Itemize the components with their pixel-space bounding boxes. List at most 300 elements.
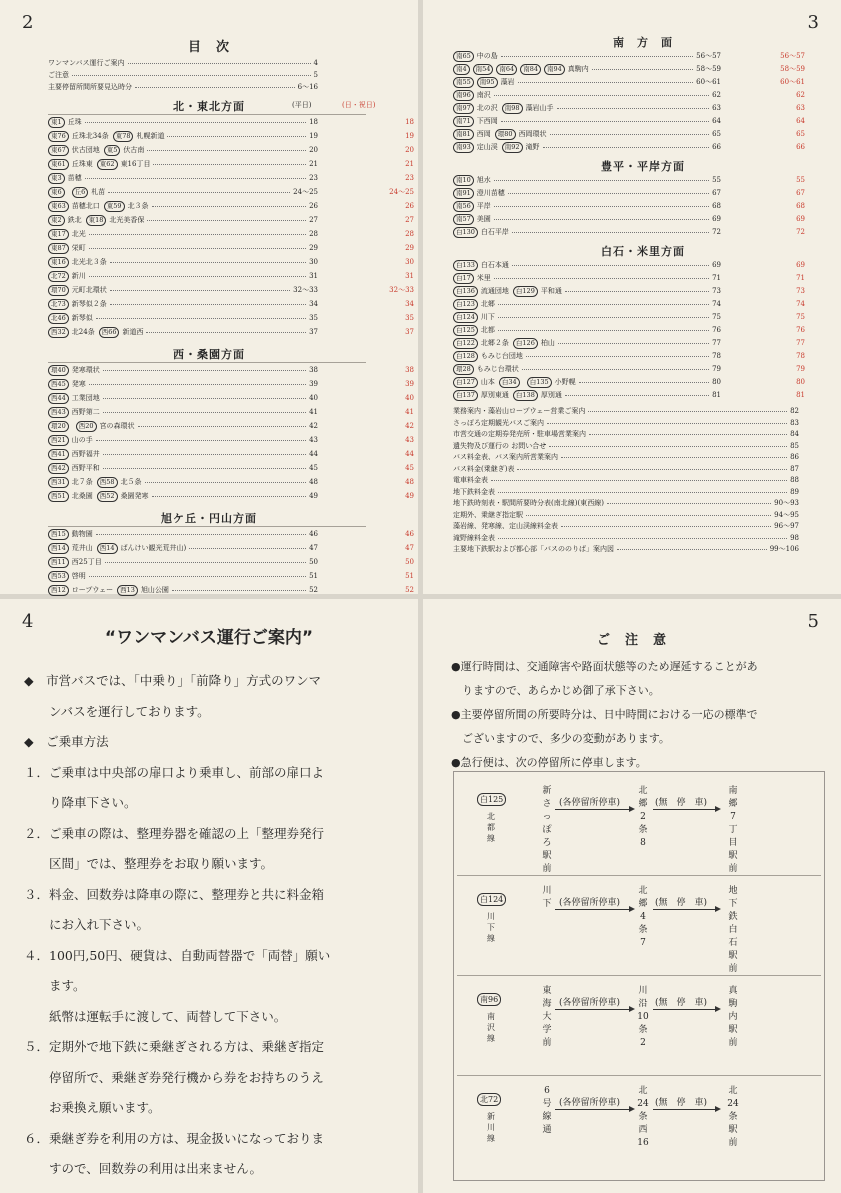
- arrow-line: [653, 909, 717, 910]
- toc-entry-label: 主要停留所間所要見込時分: [48, 83, 132, 91]
- leader-dots: [512, 265, 709, 266]
- route-row: [48, 158, 414, 170]
- leader-dots: [105, 562, 306, 563]
- route-code: 白138: [513, 390, 538, 401]
- page-holiday: 77: [796, 339, 805, 347]
- route-code: 東78: [113, 131, 134, 142]
- route-name: 流通団地: [480, 287, 509, 295]
- page-weekday: 51: [309, 572, 318, 580]
- leader-dots: [494, 206, 709, 207]
- toc-entry-label: 藻岩線、発寒線、定山渓線料金表: [453, 522, 558, 530]
- page-holiday: 42: [405, 422, 414, 430]
- leader-dots: [494, 180, 709, 181]
- leader-dots: [526, 356, 709, 357]
- route-name: 北光北３条: [71, 258, 107, 266]
- toc-entry: [453, 521, 799, 532]
- route-code: 南64: [496, 64, 517, 75]
- route-code: 西51: [48, 491, 69, 502]
- text-line: すので、回数券の利用は出来ません。: [24, 1161, 263, 1176]
- route-code: 白17: [453, 273, 474, 284]
- toc-entry-label: 市営交通の定期券発売所・駐車場営業案内: [453, 430, 586, 438]
- toc-entry-page: 86: [790, 453, 799, 461]
- route-code: 西52: [97, 491, 118, 502]
- page-weekday: 60～61: [696, 78, 721, 86]
- route-name: 新琴似: [71, 314, 93, 322]
- toc-entry-page: 82: [790, 407, 799, 415]
- page-holiday: 49: [405, 492, 414, 500]
- leader-dots: [103, 370, 306, 371]
- route-code: 白125: [453, 325, 478, 336]
- route-row: [48, 326, 414, 338]
- route-row: [48, 214, 414, 226]
- page-holiday: 81: [796, 391, 805, 399]
- toc-entry-label: 定期外、乗継ぎ指定駅: [453, 510, 523, 519]
- toc-entry-label: 主要地下鉄駅および都心部「バスののりば」案内図: [453, 545, 614, 553]
- start-stop: 川下: [542, 886, 552, 909]
- leader-dots: [138, 426, 307, 427]
- arrow-head: [629, 906, 635, 912]
- route-row: [48, 378, 414, 390]
- route-code: 南57: [453, 214, 474, 225]
- route-code: 東2: [48, 215, 65, 226]
- toc-entry-page: 83: [790, 418, 799, 427]
- toc-entry-page: 4: [313, 59, 318, 67]
- leader-dots: [498, 492, 787, 493]
- route-name: 西野福井: [71, 450, 100, 458]
- page-weekday: 67: [712, 189, 721, 197]
- holiday-label: (日・祝日): [342, 101, 376, 109]
- route-code: 南84: [520, 64, 541, 75]
- line-name: 新川線: [487, 1112, 495, 1143]
- page-weekday: 52: [309, 586, 318, 594]
- toc-entry-label: 滝野線料金表: [453, 533, 495, 542]
- leader-dots: [557, 108, 710, 109]
- end-stop: 地下鉄白石駅前: [728, 886, 738, 974]
- page-holiday: 69: [796, 215, 805, 223]
- page-weekday: 48: [309, 478, 318, 486]
- text-line: 紙幣は運転手に渡して、両替して下さい。: [24, 1008, 287, 1024]
- page-title: “ワンマンバス運行ご案内”: [104, 628, 314, 648]
- route-row: [453, 63, 805, 75]
- page-weekday: 69: [712, 261, 721, 269]
- route-code: 北46: [48, 313, 69, 324]
- leader-dots: [549, 446, 787, 447]
- page-holiday: 41: [405, 408, 414, 416]
- route-name: 鉄北: [67, 216, 82, 224]
- toc-entry-label: さっぽろ定期観光バスご案内: [453, 418, 544, 427]
- route-name: 真駒内: [567, 65, 589, 73]
- leader-dots: [89, 276, 306, 277]
- route-code: 南96: [477, 993, 501, 1006]
- route-code: 東62: [97, 159, 118, 170]
- toc-entry-label: バス料金表、バス案内所営業案内: [453, 453, 558, 461]
- route-code: 南97: [453, 103, 474, 114]
- toc-entry: [48, 70, 318, 81]
- leader-dots: [491, 480, 787, 481]
- route-name: 米里: [476, 274, 491, 282]
- toc-entry-page: 84: [790, 430, 799, 438]
- leader-dots: [522, 369, 709, 370]
- leader-dots: [89, 248, 306, 249]
- route-code: 南92: [502, 142, 523, 153]
- page-weekday: 34: [309, 300, 318, 308]
- toc-entry-label: 遺失物及び運行の お問い合せ: [453, 441, 547, 450]
- page-weekday: 80: [712, 378, 721, 386]
- leader-dots: [547, 423, 787, 424]
- route-row: [453, 350, 805, 362]
- start-stop: 6号線通: [542, 1086, 552, 1135]
- route-name: 川下: [480, 313, 495, 321]
- page-weekday: 30: [309, 258, 318, 266]
- route-row: [48, 528, 414, 540]
- toc-entry-label: バス料金(乗継ぎ)表: [453, 464, 515, 473]
- leader-dots: [147, 220, 306, 221]
- text-line: り降車下さい。: [24, 795, 137, 810]
- section-title: 旭ケ丘・円山方面: [161, 512, 257, 525]
- leader-dots: [494, 95, 709, 96]
- route-code: 環80: [495, 129, 516, 140]
- text-line: にお入れ下さい。: [24, 917, 150, 932]
- route-code: 西32: [48, 327, 69, 338]
- route-row: [48, 476, 414, 488]
- page-holiday: 28: [405, 230, 414, 238]
- route-name: 北の沢: [476, 104, 498, 112]
- route-name: 伏古南: [123, 146, 145, 154]
- page-4: [0, 599, 418, 1193]
- page-holiday: 47: [405, 544, 414, 552]
- arrow-line: [653, 1009, 717, 1010]
- route-name: 厚別東通: [480, 391, 509, 399]
- arrow-line: [555, 1109, 631, 1110]
- route-name: 白石本通: [480, 261, 509, 269]
- route-row: [453, 311, 805, 323]
- route-name: 札幌新道: [136, 132, 165, 140]
- page-holiday: 76: [796, 326, 805, 334]
- route-name: 新川: [71, 272, 86, 280]
- route-code: 北72: [477, 1093, 501, 1106]
- route-name: 小野幌: [554, 378, 576, 386]
- row-divider: [457, 1075, 821, 1076]
- route-row: [453, 115, 805, 127]
- route-row: [48, 542, 414, 554]
- page-weekday: 78: [712, 352, 721, 360]
- text-line: ございますので、多少の変動があります。: [451, 732, 670, 745]
- route-row: [48, 186, 414, 198]
- route-code: 西43: [48, 407, 69, 418]
- route-row: [453, 259, 805, 271]
- nonstop-label: (無 停 車): [655, 798, 708, 808]
- page-holiday: 40: [405, 394, 414, 402]
- leader-dots: [498, 330, 709, 331]
- route-row: [453, 285, 805, 297]
- text-line: ◆ 市営バスでは、「中乗り」「前降り」方式のワンマ: [24, 673, 322, 688]
- route-name: 西25丁目: [71, 558, 102, 566]
- row-divider: [48, 526, 366, 527]
- route-code: 西14: [97, 543, 118, 554]
- route-name: 厚別通: [540, 391, 562, 399]
- leader-dots: [550, 134, 710, 135]
- leader-dots: [110, 262, 306, 263]
- page-weekday: 64: [712, 117, 721, 125]
- leader-dots: [565, 395, 709, 396]
- route-name: 藻岩山手: [525, 104, 554, 112]
- route-code: 西53: [48, 571, 69, 582]
- leader-dots: [103, 412, 306, 413]
- page-weekday: 32～33: [293, 286, 318, 294]
- page-weekday: 77: [712, 339, 721, 347]
- page-holiday: 55: [796, 176, 805, 184]
- route-name: 桑園発寒: [120, 492, 149, 500]
- route-row: [48, 200, 414, 212]
- leader-dots: [96, 440, 306, 441]
- page-weekday: 41: [309, 408, 318, 416]
- toc-entry: [453, 418, 799, 429]
- toc-entry: [453, 510, 799, 521]
- route-row: [453, 141, 805, 153]
- leader-dots: [96, 534, 306, 535]
- leader-dots: [152, 206, 307, 207]
- page-number: 2: [22, 12, 34, 33]
- route-code: 西45: [48, 379, 69, 390]
- nonstop-label: (無 停 車): [655, 1098, 708, 1108]
- route-code: 白123: [453, 299, 478, 310]
- page-weekday: 43: [309, 436, 318, 444]
- route-row: [48, 490, 414, 502]
- page-holiday: 20: [405, 146, 414, 154]
- route-code: 東5: [104, 145, 121, 156]
- toc-entry-page: 88: [790, 476, 799, 484]
- route-code: 白136: [453, 286, 478, 297]
- route-code: 白133: [453, 260, 478, 271]
- page-weekday: 45: [309, 464, 318, 472]
- route-name: 北光: [71, 230, 86, 238]
- all-stops-label: (各停留所停車): [559, 898, 621, 908]
- leader-dots: [607, 503, 771, 504]
- page-weekday: 26: [309, 202, 318, 210]
- page-holiday: 30: [405, 258, 414, 266]
- page-holiday: 44: [405, 450, 414, 458]
- route-row: [48, 420, 414, 432]
- page-weekday: 69: [712, 215, 721, 223]
- page-weekday: 19: [309, 132, 318, 140]
- leader-dots: [558, 343, 709, 344]
- page-holiday: 52: [405, 586, 414, 594]
- page-weekday: 38: [309, 366, 318, 374]
- route-row: [48, 172, 414, 184]
- arrow-head: [715, 906, 721, 912]
- leader-dots: [518, 82, 694, 83]
- page-holiday: 60～61: [780, 78, 805, 86]
- page-weekday: 49: [309, 492, 318, 500]
- page-weekday: 18: [309, 118, 318, 126]
- leader-dots: [89, 384, 306, 385]
- toc-entry-page: 96～97: [774, 522, 799, 530]
- route-code: 南10: [453, 175, 474, 186]
- route-code: 北72: [48, 271, 69, 282]
- page-2: [0, 0, 418, 594]
- text-line: 停留所で、乗継ぎ券発行機から券をお持ちのうえ: [24, 1069, 324, 1085]
- page-weekday: 62: [712, 91, 721, 99]
- page-weekday: 58～59: [696, 65, 721, 73]
- line-name: 南沢線: [487, 1012, 495, 1043]
- leader-dots: [189, 548, 306, 549]
- arrow-head: [715, 806, 721, 812]
- leader-dots: [145, 482, 307, 483]
- page-3: [423, 0, 841, 594]
- leader-dots: [508, 193, 709, 194]
- leader-dots: [85, 178, 306, 179]
- route-row: [453, 102, 805, 114]
- route-name: 山の手: [71, 436, 93, 444]
- text-line: 区間」では、整理券をお取り願います。: [24, 856, 274, 871]
- route-code: 南94: [544, 64, 565, 75]
- route-code: 西31: [48, 477, 69, 488]
- page-weekday: 66: [712, 143, 721, 151]
- page-holiday: 27: [405, 216, 414, 224]
- text-line: ●運行時間は、交通障害や路面状態等のため遅延することがあ: [451, 660, 758, 673]
- page-holiday: 80: [796, 378, 805, 386]
- leader-dots: [561, 526, 771, 527]
- page-holiday: 39: [405, 380, 414, 388]
- route-name: ばんけい観光荒井山): [120, 544, 187, 552]
- page-weekday: 55: [712, 176, 721, 184]
- end-stop: 北24条駅前: [727, 1086, 739, 1148]
- leader-dots: [85, 122, 306, 123]
- text-line: ５．定期外で地下鉄に乗継ぎされる方は、乗継ぎ指定: [24, 1039, 325, 1054]
- route-code: 西13: [117, 585, 138, 596]
- page-weekday: 63: [712, 104, 721, 112]
- route-row: [453, 298, 805, 310]
- page-holiday: 63: [796, 104, 805, 112]
- page-weekday: 79: [712, 365, 721, 373]
- via-stop: 北24条西16: [637, 1086, 649, 1148]
- via-stop: 北郷4条7: [638, 886, 648, 948]
- toc-entry-page: 6～16: [297, 83, 318, 91]
- route-name: 宮の森環状: [99, 422, 135, 430]
- route-code: 南81: [453, 129, 474, 140]
- route-name: 平和通: [540, 287, 562, 295]
- leader-dots: [588, 411, 787, 412]
- toc-entry-page: 87: [790, 464, 799, 473]
- route-name: 北桑園: [71, 492, 93, 500]
- route-row: [453, 272, 805, 284]
- page-holiday: 21: [405, 160, 414, 168]
- leader-dots: [501, 121, 709, 122]
- route-name: 北３条: [127, 202, 149, 210]
- route-code: 北73: [48, 299, 69, 310]
- row-divider: [457, 975, 821, 976]
- leader-dots: [498, 304, 709, 305]
- row-divider: [48, 114, 366, 115]
- leader-dots: [517, 469, 787, 470]
- toc-entry-page: 90～93: [774, 499, 799, 507]
- route-name: 山本: [480, 378, 495, 386]
- route-row: [48, 434, 414, 446]
- route-row: [453, 376, 805, 388]
- toc-entry-page: 5: [313, 71, 318, 79]
- leader-dots: [617, 549, 767, 550]
- toc-entry-label: 地下鉄時刻表・駅間所要時分表(南北線)(東西線): [453, 499, 604, 507]
- route-code: 環28: [453, 364, 474, 375]
- route-code: 南56: [453, 201, 474, 212]
- page-weekday: 81: [712, 391, 721, 399]
- route-code: 東6: [48, 187, 65, 198]
- route-code: 西66: [99, 327, 120, 338]
- route-name: 北光美香保: [109, 216, 145, 224]
- page-holiday: 19: [405, 132, 414, 140]
- arrow-line: [555, 1009, 631, 1010]
- section-title: 白石・米里方面: [601, 245, 685, 258]
- leader-dots: [103, 454, 306, 455]
- route-row: [453, 226, 805, 238]
- route-name: 苗穂: [67, 174, 82, 182]
- arrow-line: [653, 809, 717, 810]
- text-line: ます。: [24, 978, 86, 993]
- section-title: 南 方 面: [613, 36, 673, 49]
- page-holiday: 46: [405, 530, 414, 538]
- route-name: 発寒: [71, 380, 86, 388]
- leader-dots: [494, 219, 709, 220]
- route-row: [453, 76, 805, 88]
- page-weekday: 29: [309, 244, 318, 252]
- toc-entry: [48, 58, 318, 69]
- route-code: 東18: [86, 215, 107, 226]
- toc-entry-label: 業務案内・藻岩山ロープウェー営業ご案内: [453, 407, 586, 415]
- leader-dots: [153, 164, 306, 165]
- page-weekday: 72: [712, 228, 721, 236]
- page-number: 5: [807, 611, 819, 632]
- route-code: 東16: [48, 257, 69, 268]
- route-name: 伏古団地: [71, 146, 100, 154]
- route-code: 南71: [453, 116, 474, 127]
- toc-entry: [453, 544, 799, 555]
- toc-entry: [453, 441, 799, 452]
- toc-entry-label: ご注意: [48, 71, 69, 79]
- arrow-line: [555, 809, 631, 810]
- toc-entry: [453, 429, 799, 440]
- route-row: [48, 270, 414, 282]
- row-divider: [48, 362, 366, 363]
- leader-dots: [146, 332, 306, 333]
- route-row: [453, 213, 805, 225]
- route-row: [48, 116, 414, 128]
- route-code: 南93: [453, 142, 474, 153]
- arrow-head: [715, 1006, 721, 1012]
- toc-title: 目 次: [187, 40, 230, 55]
- all-stops-label: (各停留所停車): [559, 798, 621, 808]
- route-row: [453, 187, 805, 199]
- leader-dots: [167, 136, 306, 137]
- page-weekday: 75: [712, 313, 721, 321]
- route-name: 旭水: [476, 176, 491, 184]
- route-name: 北都: [480, 326, 495, 334]
- route-row: [48, 284, 414, 296]
- text-line: ４．100円,50円、硬貨は、自動両替器で「両替」願い: [24, 947, 331, 963]
- route-name: 西岡環状: [518, 130, 547, 138]
- route-code: 西14: [48, 543, 69, 554]
- route-code: 白135: [527, 377, 552, 388]
- nonstop-label: (無 停 車): [655, 898, 708, 908]
- page-weekday: 27: [309, 216, 318, 224]
- route-row: [453, 200, 805, 212]
- page-holiday: 72: [796, 228, 805, 236]
- route-code: 西15: [48, 529, 69, 540]
- page-weekday: 47: [309, 544, 318, 552]
- route-name: 北７条: [71, 478, 93, 486]
- leader-dots: [110, 290, 290, 291]
- route-code: 西11: [48, 557, 69, 568]
- start-stop: 東海大学前: [542, 986, 552, 1048]
